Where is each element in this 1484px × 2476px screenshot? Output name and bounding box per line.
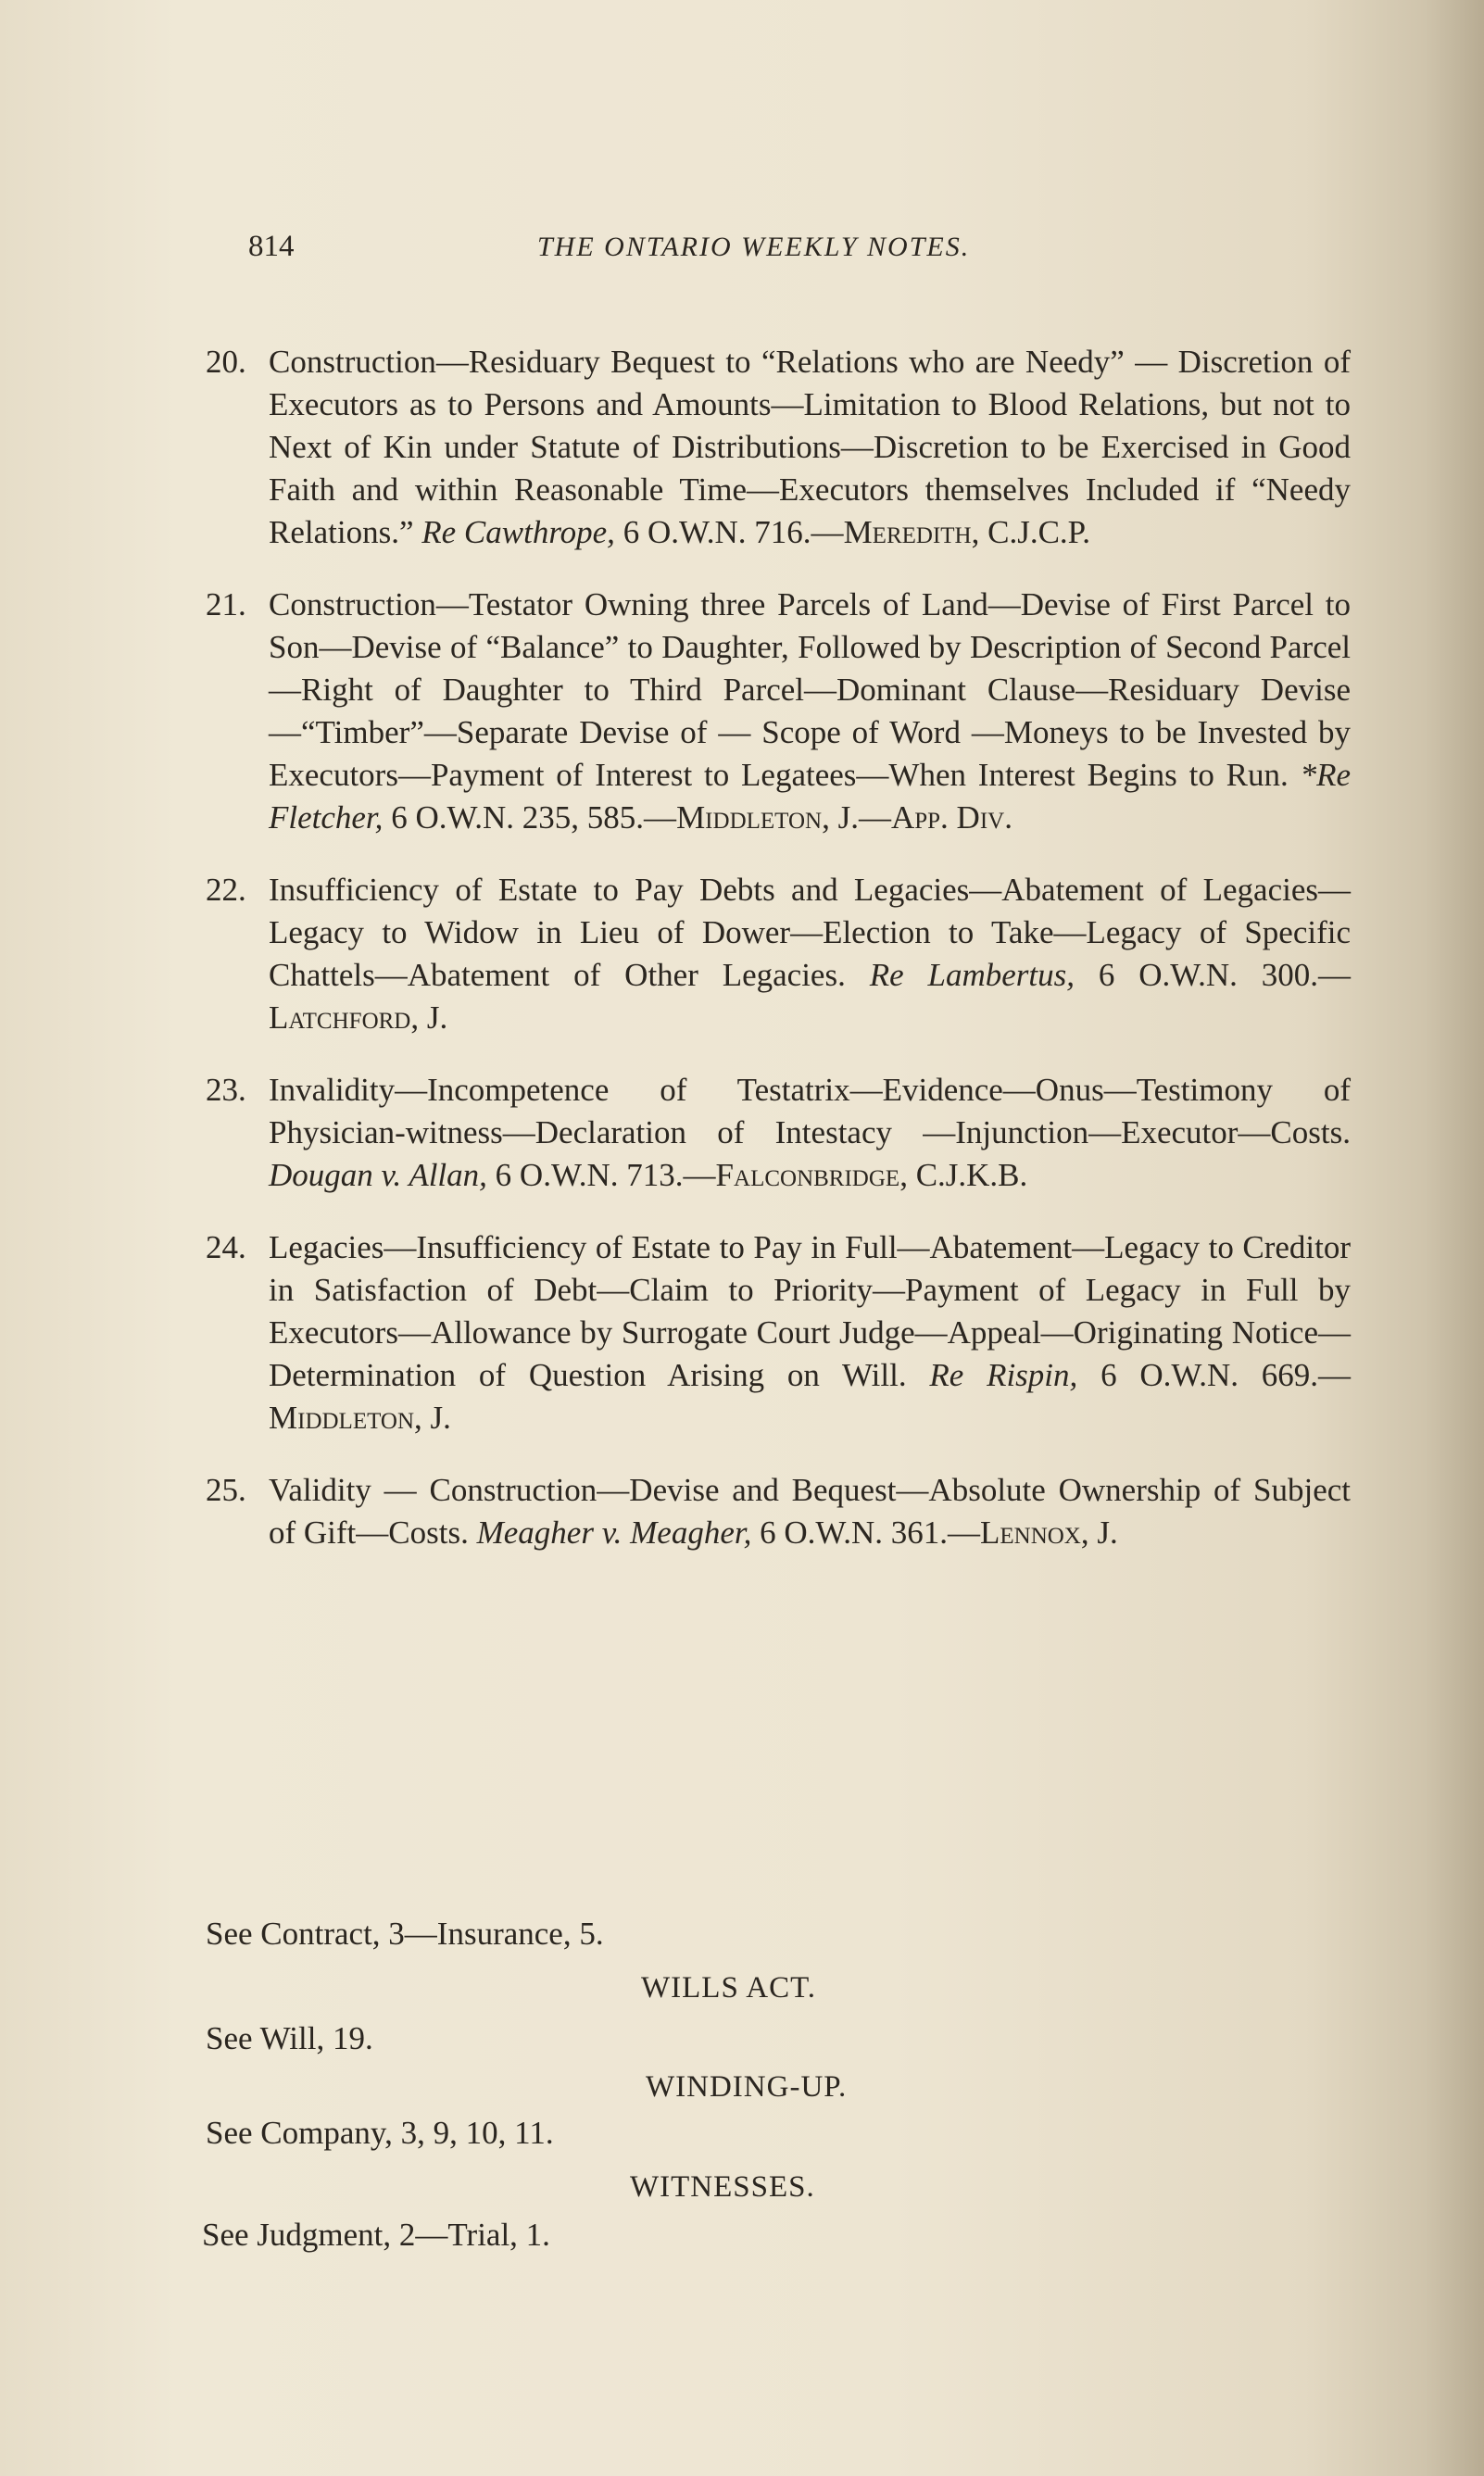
- judge-name: Meredith: [843, 514, 972, 550]
- entry-number: 21.: [206, 586, 246, 622]
- page-header: [248, 230, 1341, 276]
- entry-number: 23.: [206, 1072, 246, 1108]
- judge-name: Lennox: [979, 1515, 1081, 1551]
- entry-number: 24.: [206, 1229, 246, 1265]
- case-name: Re Cawthrope,: [421, 514, 615, 550]
- citation: 6 O.W.N. 669.—: [1077, 1357, 1351, 1393]
- entry-text: [269, 1069, 1351, 1197]
- court: , J.: [414, 1400, 451, 1436]
- entry-23: [206, 1069, 1351, 1197]
- entry-headnote: Insufficiency of Estate to Pay Debts and Legacies—Abatement of Legacies—Legacy to Widow in Lieu of Dower—Election to Take—Legacy of Specific Chattels—Abatement of Other Legacies.: [269, 872, 1351, 993]
- case-name: Re Rispin,: [929, 1357, 1078, 1393]
- entry-headnote: Construction—Residuary Bequest to “Relations who are Needy” — Discretion of Executors as to Persons and Amounts—Limitation to Blood Relations, but not to Next of Kin under Statute of Distributions—Discretion to be Exercised in Good Faith and within Reasonable Time—Executors themselves Included if “Needy Relations.”: [269, 344, 1351, 550]
- entry-headnote: Construction—Testator Owning three Parcels of Land—Devise of First Parcel to Son—Devise of “Balance” to Daughter, Followed by Description of Second Parcel—Right of Daughter to Third Parcel—Dominant Clause—Residuary Devise—“Timber”—Separate Devise of — Scope of Word —Moneys to be Invested by Executors—Payment of Interest to Legatees—When Interest Begins to Run.: [269, 586, 1351, 793]
- see-contract-reference: See Contract, 3—Insurance, 5.: [206, 1916, 604, 1952]
- entry-text: [269, 869, 1351, 1039]
- entry-25: [206, 1469, 1351, 1554]
- entry-text: [269, 1226, 1351, 1439]
- court: , J.: [1080, 1515, 1118, 1551]
- entry-number: 22.: [206, 872, 246, 908]
- court: , C.J.K.B.: [899, 1157, 1028, 1193]
- case-name: *Re Fletcher,: [269, 757, 1351, 836]
- running-title: THE ONTARIO WEEKLY NOTES.: [537, 232, 971, 262]
- entry-text: [269, 1469, 1351, 1554]
- entry-headnote: Invalidity—Incompetence of Testatrix—Evidence—Onus—Testimony of Physician-witness—Declaration of Intestacy —Injunction—Executor—Costs.: [269, 1072, 1351, 1150]
- citation: 6 O.W.N. 716.—: [614, 514, 844, 550]
- court: , J.: [410, 999, 448, 1036]
- entry-text: [269, 584, 1351, 839]
- court: , C.J.C.P.: [971, 514, 1091, 550]
- entry-headnote: Validity — Construction—Devise and Bequest—Absolute Ownership of Subject of Gift—Costs.: [269, 1472, 1351, 1551]
- citation: 6 O.W.N. 713.—: [486, 1157, 716, 1193]
- section-heading-witnesses: WITNESSES.: [630, 2170, 815, 2204]
- section-heading-winding-up: WINDING-UP.: [646, 2070, 848, 2104]
- see-judgment-reference: See Judgment, 2—Trial, 1.: [202, 2217, 550, 2253]
- see-will-reference: See Will, 19.: [206, 2020, 373, 2056]
- entry-24: [206, 1226, 1351, 1439]
- see-company-reference: See Company, 3, 9, 10, 11.: [206, 2115, 554, 2151]
- court: , J.—App. Div.: [822, 799, 1012, 836]
- entry-21: [206, 584, 1351, 839]
- citation: 6 O.W.N. 235, 585.—: [383, 799, 677, 836]
- page-number: 814: [248, 230, 295, 263]
- citation: 6 O.W.N. 300.—: [1075, 957, 1351, 993]
- section-heading-wills-act: WILLS ACT.: [641, 1971, 817, 2005]
- judge-name: Middleton: [269, 1400, 415, 1436]
- case-name: Meagher v. Meagher,: [476, 1515, 752, 1551]
- case-name: Re Lambertus,: [869, 957, 1075, 993]
- entry-20: [206, 341, 1351, 554]
- entry-22: [206, 869, 1351, 1039]
- citation: 6 O.W.N. 361.—: [751, 1515, 980, 1551]
- judge-name: Latchford: [269, 999, 411, 1036]
- case-name: Dougan v. Allan,: [269, 1157, 487, 1193]
- judge-name: Middleton: [676, 799, 823, 836]
- entry-headnote: Legacies—Insufficiency of Estate to Pay in Full—Abatement—Legacy to Creditor in Satisfaction of Debt—Claim to Priority—Payment of Legacy in Full by Executors—Allowance by Surrogate Court Judge—Appeal—Originating Notice—Determination of Question Arising on Will.: [269, 1229, 1351, 1393]
- entry-text: [269, 341, 1351, 554]
- entry-list: [206, 341, 1351, 1584]
- entry-number: 25.: [206, 1472, 246, 1508]
- entry-number: 20.: [206, 344, 246, 380]
- judge-name: Falconbridge: [715, 1157, 900, 1193]
